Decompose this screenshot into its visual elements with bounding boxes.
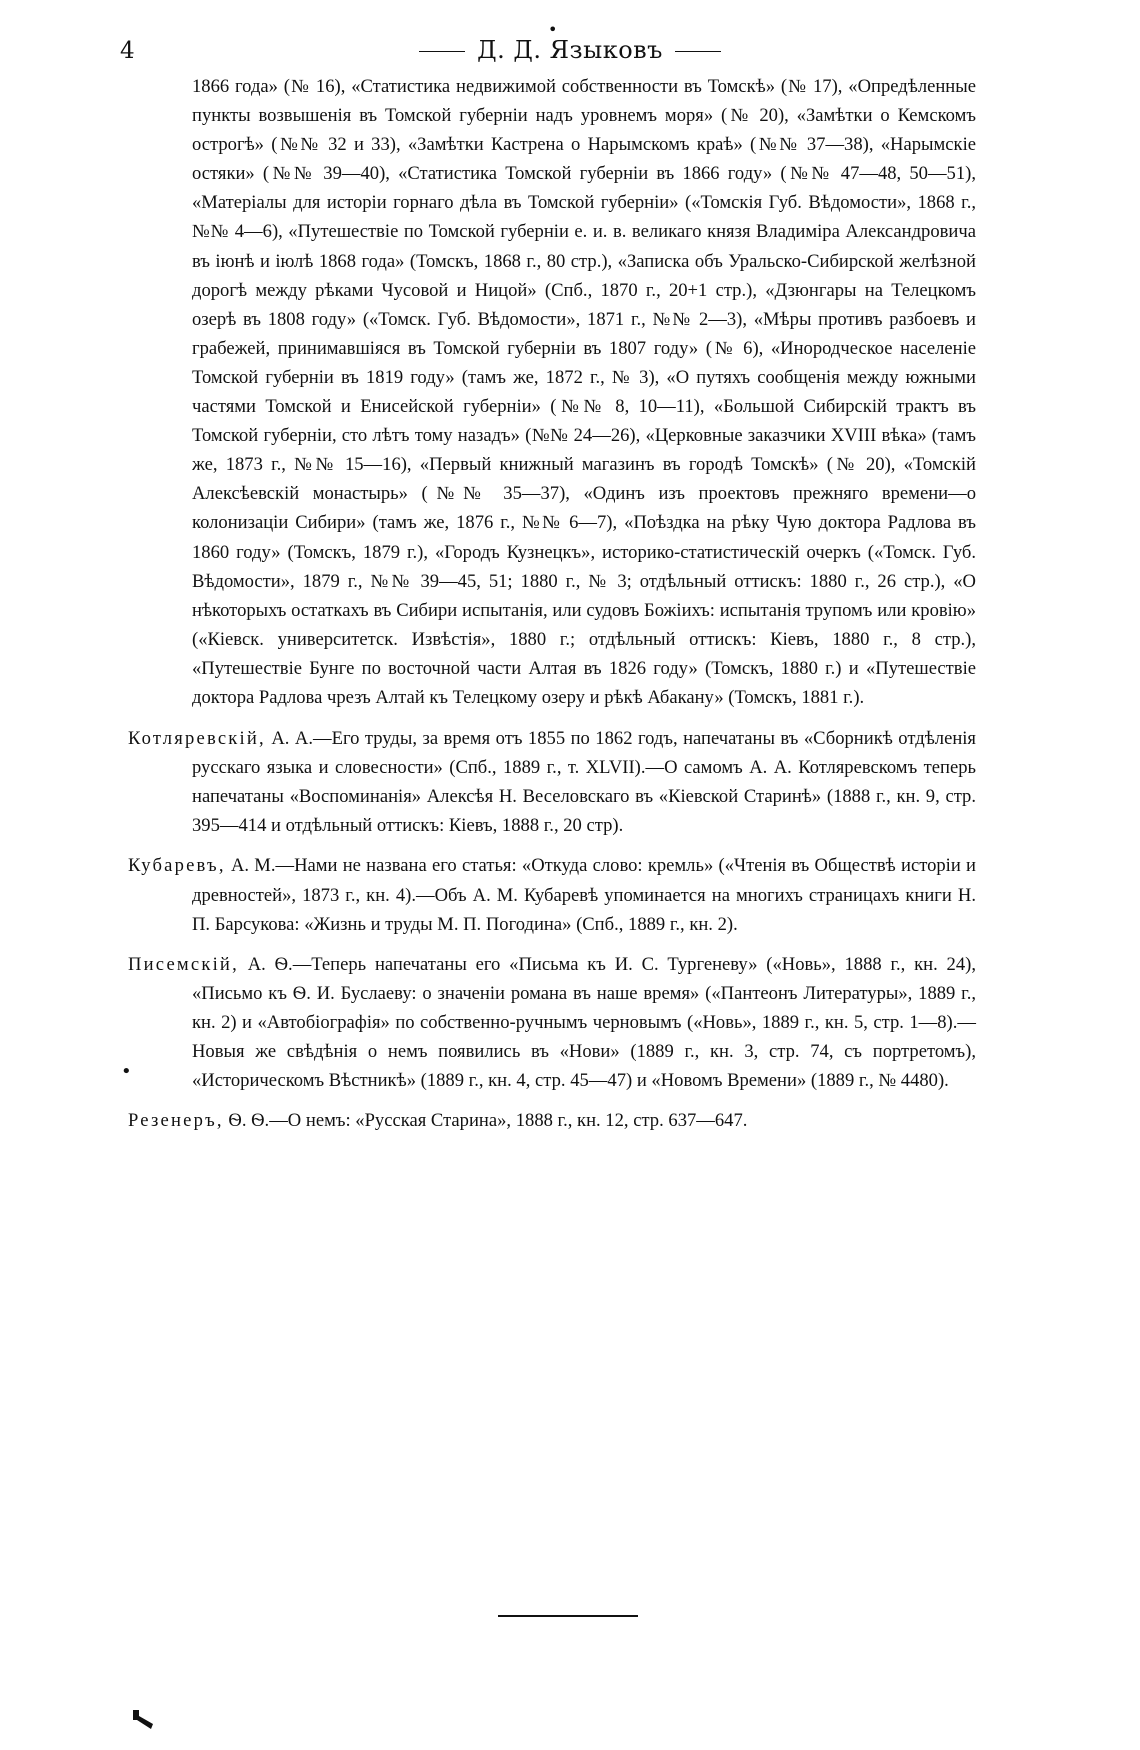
page-number: 4 [120,38,135,64]
header-dot: • [548,20,558,39]
entry-text: А. М.—Нами не названа его статья: «Откуда слово: кремль» («Чтенія въ Обществѣ исторіи и древностей», 1873 г., кн. 4).—Объ А. М. Кубаревѣ упоминается на многихъ страницахъ книги Н. П. Барсукова: «Жизнь и труды М. П. Погодина» (Спб., 1889 г., кн. 2). [192,855,976,935]
running-head-rule-left [419,51,465,52]
entry-text: Ѳ. Ѳ.—О немъ: «Русская Старина», 1888 г., кн. 12, стр. 637—647. [223,1110,748,1132]
entry-name: Резенеръ, [128,1110,224,1132]
running-head-rule-right [675,51,721,52]
entry-name: Писемскій, [128,953,239,975]
corner-mark-icon [131,1708,155,1730]
end-rule [498,1615,638,1617]
margin-dot: • [121,1061,132,1082]
entry-text: А. А.—Его труды, за время отъ 1855 по 1862 годъ, напечатаны въ «Сборникѣ отдѣленія русскаго языка и словесности» (Спб., 1889 г., т. XLVII).—О самомъ А. А. Котляревскомъ теперь напечатаны «Воспоминанія» Алексѣя Н. Веселовскаго въ «Кіевской Старинѣ» (1888 г., кн. 9, стр. 395—414 и отдѣльный оттискъ: Кіевъ, 1888 г., 20 стр). [192,728,976,837]
entry-pisemsky [128,950,976,1095]
running-head [0,36,1140,64]
entry-rezener [128,1106,976,1135]
continued-paragraph: 1866 года» (№ 16), «Статистика недвижимой собственности въ Томскѣ» (№ 17), «Опредѣленные пункты возвышенія въ Томской губерніи надъ уровнемъ моря» (№ 20), «Замѣтки о Кемскомъ острогѣ» (№№ 32 и 33), «Замѣтки Кастрена о Нарымскомъ краѣ» (№№ 37—38), «Нарымскіе остяки» (№№ 39—40), «Статистика Томской губерніи въ 1866 году» (№№ 47—48, 50—51), «Матеріалы для исторіи горнаго дѣла въ Томской губерніи» («Томскія Губ. Вѣдомости», 1868 г., №№ 4—6), «Путешествіе по Томской губерніи е. и. в. великаго князя Владиміра Александровича въ іюнѣ и іюлѣ 1868 года» (Томскъ, 1868 г., 80 стр.), «Записка объ Уральско-Сибирской желѣзной дорогѣ между рѣками Чусовой и Ницой» (Спб., 1870 г., 20+1 стр.), «Дзюнгары на Телецкомъ озерѣ въ 1808 году» («Томск. Губ. Вѣдомости», 1871 г., №№ 2—3), «Мѣры противъ разбоевъ и грабежей, принимавшіяся въ Томской губерніи въ 1807 году» (№ 6), «Инородческое населеніе Томской губерніи въ 1819 году» (тамъ же, 1872 г., № 3), «О путяхъ сообщенія между южными частями Томской и Енисейской губерніи» (№№ 8, 10—11), «Большой Сибирскій трактъ въ Томской губерніи, сто лѣтъ тому назадъ» (№№ 24—26), «Церковные заказчики XVIII вѣка» (тамъ же, 1873 г., №№ 15—16), «Первый книжный магазинъ въ городѣ Томскѣ» (№ 20), «Томскій Алексѣевскій монастырь» (№№ 35—37), «Одинъ изъ проектовъ прежняго времени—о колонизаціи Сибири» (тамъ же, 1876 г., №№ 6—7), «Поѣздка на рѣку Чую доктора Радлова въ 1860 году» (Томскъ, 1879 г.), «Городъ Кузнецкъ», историко-статистическій очеркъ («Томск. Губ. Вѣдомости», 1879 г., №№ 39—45, 51; 1880 г., № 3; отдѣльный оттискъ: 1880 г., 26 стр.), «О нѣкоторыхъ остаткахъ въ Сибири испытанія, или судовъ Божіихъ: испытанія трупомъ или кровію» («Кіевск. университетск. Извѣстія», 1880 г.; отдѣльный оттискъ: Кіевъ, 1880 г., 8 стр.), «Путешествіе Бунге по восточной части Алтая въ 1826 году» (Томскъ, 1880 г.) и «Путешествіе доктора Радлова чрезъ Алтай къ Телецкому озеру и рѣкѣ Абакану» (Томскъ, 1881 г.). [192,76,976,708]
entry-kotlyarevsky [128,724,976,840]
entry-kubarev [128,851,976,938]
entry-name: Кубаревъ, [128,855,226,877]
entry-text: А. Ѳ.—Теперь напечатаны его «Письма къ И. С. Тургеневу» («Новь», 1888 г., кн. 24), «Письмо къ Ѳ. И. Буслаеву: о значеніи романа въ наше время» («Пантеонъ Литературы», 1889 г., кн. 2) и «Автобіографія» по собственно-ручнымъ черновымъ («Новь», 1889 г., кн. 5, стр. 1—8).—Новыя же свѣдѣнія о немъ появились въ «Нови» (1889 г., кн. 3, стр. 74, съ портретомъ), «Историческомъ Вѣстникѣ» (1889 г., кн. 4, стр. 45—47) и «Новомъ Времени» (1889 г., № 4480). [192,953,976,1092]
entry-name: Котляревскій, [128,728,266,750]
body-text [128,72,976,1146]
running-head-author: Д. Д. Языковъ [477,36,663,64]
